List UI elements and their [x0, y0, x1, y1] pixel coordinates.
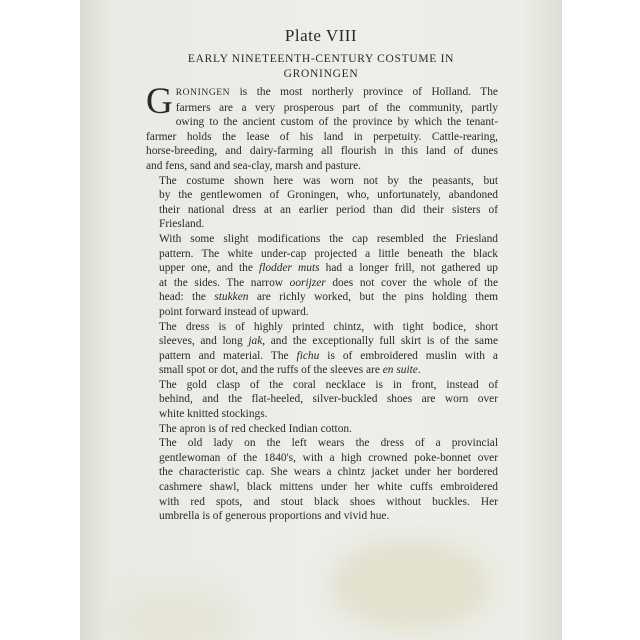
text-line: small spot or dot, and the ruffs of the sleeves are en suite.: [159, 364, 421, 377]
text-line: farmer holds the lease of his land in perpetuity. Cattle-rearing,: [146, 130, 498, 143]
text-line: Friesland.: [159, 218, 205, 231]
heading-line: EARLY NINETEENTH-CENTURY COSTUME IN: [187, 53, 455, 65]
heading-line: GRONINGEN: [283, 68, 359, 80]
text-line: The old lady on the left wears the dress of a provincial: [159, 437, 498, 450]
text-line: With some slight modifications the cap resembled the Friesland: [159, 232, 498, 245]
plate-title: Plate VIII: [284, 26, 358, 45]
body-text: [146, 81, 498, 524]
text-line: cashmere shawl, black mittens under her white cuffs embroidered: [159, 481, 498, 494]
text-line: behind, and the flat-heeled, silver-buckled shoes are worn over: [159, 393, 498, 406]
paragraph: [146, 174, 498, 232]
paragraph: [146, 378, 498, 422]
page-stain: [120, 590, 240, 640]
text-line: white knitted stockings.: [159, 408, 268, 421]
book-page: [80, 0, 562, 640]
page-stain: [330, 540, 490, 630]
text-line: and fens, sand and sea-clay, marsh and pasture.: [146, 159, 361, 172]
text-line: pattern and material. The fichu is of embroidered muslin with a: [159, 349, 498, 362]
text-line: horse-breeding, and dairy-farming all flourish in this land of dunes: [146, 145, 498, 158]
text-line: farmers are a very prosperous part of the community, partly: [175, 101, 498, 114]
drop-cap: G: [146, 81, 173, 122]
text-line: sleeves, and long jak, and the exceptionally full skirt is of the same: [159, 335, 498, 348]
paragraph: [146, 232, 498, 320]
text-line: their national dress at an earlier period than did their sisters of: [159, 203, 498, 216]
text-line: gentlewoman of the 1840's, with a high crowned poke-bonnet over: [159, 451, 498, 464]
text-line: The dress is of highly printed chintz, with tight bodice, short: [159, 320, 498, 333]
text-line: pattern. The white under-cap projected a little beneath the black: [159, 247, 498, 260]
text-line: umbrella is of generous proportions and vivid hue.: [159, 510, 390, 523]
text-line: The apron is of red checked Indian cotton.: [159, 422, 352, 435]
paragraph: [146, 81, 498, 174]
text-line: owing to the ancient custom of the province by which the tenant-: [175, 116, 498, 129]
text-line: The costume shown here was worn not by the peasants, but: [159, 174, 498, 187]
paragraph: [146, 436, 498, 524]
text-line: RONINGEN is the most northerly province of Holland. The: [175, 86, 498, 98]
paragraph: [146, 422, 498, 437]
text-line: The gold clasp of the coral necklace is in front, instead of: [159, 378, 498, 391]
text-line: the characteristic cap. She wears a chintz jacket under her bordered: [159, 466, 498, 479]
text-line: point forward instead of upward.: [159, 305, 309, 318]
text-line: at the sides. The narrow oorijzer does not cover the whole of the: [159, 276, 498, 289]
section-heading: [110, 52, 532, 82]
text-line: upper one, and the flodder muts had a longer frill, not gathered up: [159, 262, 498, 275]
text-line: head: the stukken are richly worked, but the pins holding them: [159, 291, 498, 304]
paragraph: [146, 320, 498, 378]
text-line: with red spots, and stout black shoes without buckles. Her: [159, 495, 498, 508]
text-line: by the gentlewomen of Groningen, who, unfortunately, abandoned: [159, 189, 498, 202]
